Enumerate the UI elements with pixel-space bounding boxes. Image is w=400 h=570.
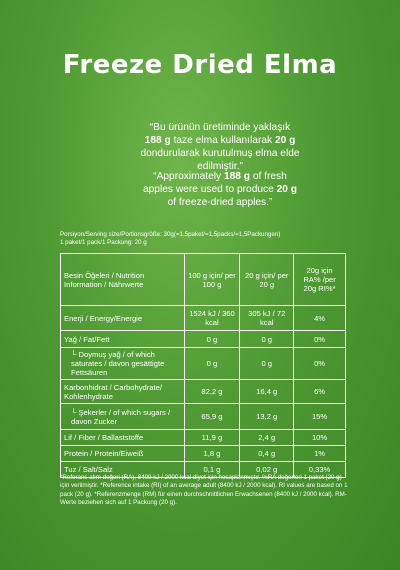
value-per-100g: 82,2 g <box>184 380 240 404</box>
table-row <box>61 404 346 430</box>
value-per-100g: 1524 kJ / 360 kcal <box>184 306 240 331</box>
header-per-100g: 100 g için/ per 100 g <box>184 254 240 306</box>
table-row <box>61 430 346 446</box>
value-per-20g: 0 g <box>240 331 294 348</box>
value-per-100g: 11,9 g <box>184 430 240 446</box>
value-per-100g: 0 g <box>184 331 240 348</box>
table-row <box>61 306 346 331</box>
nutrition-table <box>60 253 346 478</box>
nutrient-name: Karbonhidrat / Carbohydrate/ Kohlenhydrate <box>61 380 185 404</box>
nutrient-name: Enerji / Energy/Energie <box>61 306 185 331</box>
nutrient-name: Yağ / Fat/Fett <box>61 331 185 348</box>
nutrient-name: Protein / Protein/Eiweiß <box>61 446 185 462</box>
production-note-tr: “Bu ürünün üretiminde yaklaşık 188 g taze elma kullanılarak 20 g dondurularak kurutulmuş elma elde edilmiştir.” <box>140 122 300 172</box>
value-ri: 10% <box>294 430 346 446</box>
table-row <box>61 348 346 380</box>
value-ri: 0,33% <box>294 462 346 478</box>
value-per-20g: 2,4 g <box>240 430 294 446</box>
value-ri: 4% <box>294 306 346 331</box>
serving-size-info <box>60 231 360 247</box>
value-ri: 0% <box>294 348 346 380</box>
value-ri: 15% <box>294 404 346 430</box>
header-ri: 20g için RA% /per 20g RI%* <box>294 254 346 306</box>
nutrient-name: └ Şekerler / of which sugars / davon Zucker <box>61 404 185 430</box>
pack-size-line: 1 paket/1 pack/1 Packung: 20 g <box>60 239 147 246</box>
value-per-20g: 0,4 g <box>240 446 294 462</box>
nutrient-name: Lif / Fiber / Ballaststoffe <box>61 430 185 446</box>
value-per-20g: 305 kJ / 72 kcal <box>240 306 294 331</box>
value-per-100g: 0 g <box>184 348 240 380</box>
value-per-100g: 0,1 g <box>184 462 240 478</box>
table-row <box>61 380 346 404</box>
reference-intake-footnote: *Referans alım değeri (RA), 8400 kJ / 2000 kcal diyet için hesaplanmıştır. %RA değerleri 1 paket (20 g) için verilmiştir. *Reference intake (RI) of an average adult (8400 kJ / 2000 kcal). RI values are based on 1 pack (20 g). *Referenzmenge (RM) für einen durchschnittlichen Erwachsenen (8400 kJ / 2000 kcal). RM-Werte beziehen sich auf 1 Packung (20 g). <box>60 474 348 507</box>
value-ri: 1% <box>294 446 346 462</box>
value-per-20g: 13,2 g <box>240 404 294 430</box>
nutrient-name: Tuz / Salt/Salz <box>61 462 185 478</box>
value-per-100g: 65,9 g <box>184 404 240 430</box>
production-note-en: “Approximately 188 g of fresh apples were used to produce 20 g of freeze-dried apples.” <box>142 171 298 208</box>
header-per-20g: 20 g için/ per 20 g <box>240 254 294 306</box>
value-per-20g: 0,02 g <box>240 462 294 478</box>
value-per-20g: 16,4 g <box>240 380 294 404</box>
value-ri: 6% <box>294 380 346 404</box>
serving-size-line: Porsiyon/Serving size/Portionsgröße: 30g(=1,5paket/=1,5packs/=1,5Packungen) <box>60 231 281 238</box>
header-nutrient: Besin Öğeleri / Nutrition Information / Nährwerte <box>61 254 185 306</box>
table-header-row <box>61 254 346 306</box>
value-per-20g: 0 g <box>240 348 294 380</box>
table-row <box>61 446 346 462</box>
value-per-100g: 1,8 g <box>184 446 240 462</box>
table-row <box>61 331 346 348</box>
product-title: Freeze Dried Elma <box>62 50 338 80</box>
value-ri: 0% <box>294 331 346 348</box>
nutrient-name: └ Doymuş yağ / of which saturates / davon gesättigte Fettsäuren <box>61 348 185 380</box>
